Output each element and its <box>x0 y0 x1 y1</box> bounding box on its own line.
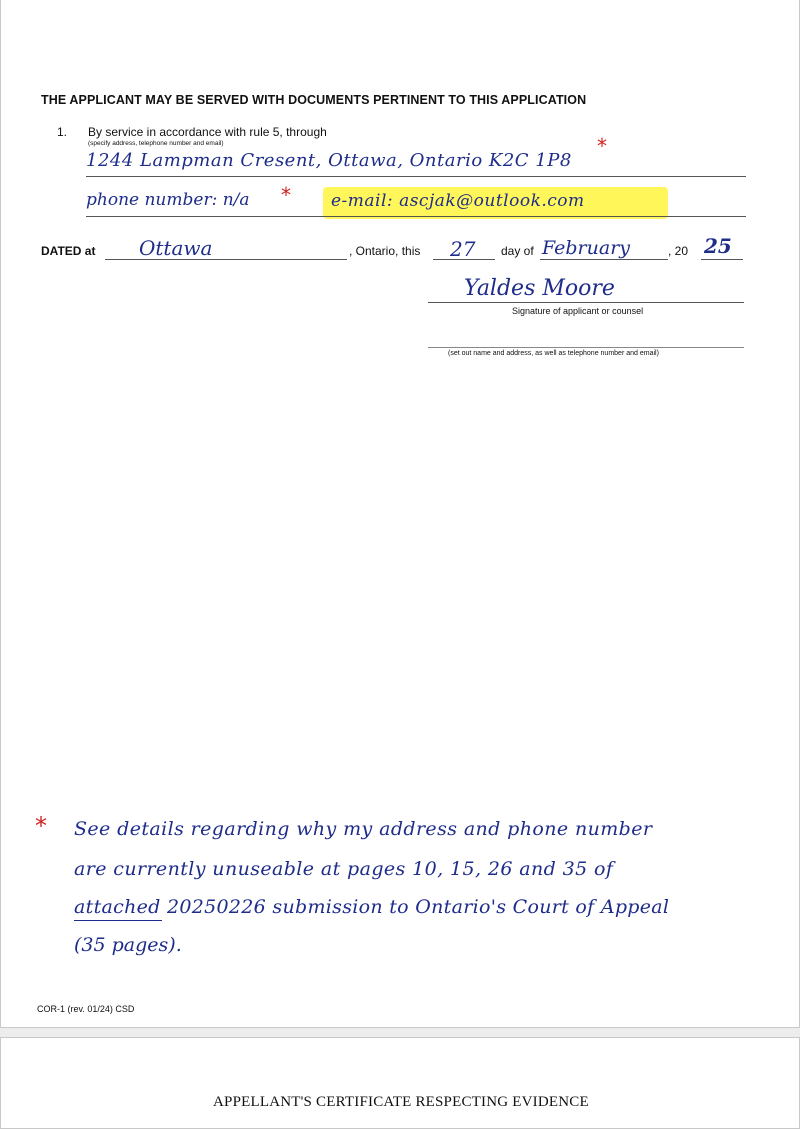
set-out-note: (set out name and address, as well as telephone number and email) <box>448 350 659 357</box>
form-code: COR-1 (rev. 01/24) CSD <box>37 1004 135 1014</box>
ontario-label: , Ontario, this <box>349 244 421 258</box>
service-text: By service in accordance with rule 5, through <box>88 125 327 139</box>
handwritten-year: 25 <box>704 234 732 258</box>
contact-line <box>86 216 746 217</box>
dated-label: DATED at <box>41 244 96 258</box>
handwritten-phone: phone number: n/a <box>86 190 250 210</box>
next-page <box>0 1037 800 1129</box>
day-of-label: day of <box>501 244 534 258</box>
address-line <box>86 176 746 177</box>
year-line <box>701 259 743 260</box>
year-prefix: , 20 <box>668 244 689 258</box>
set-out-line <box>428 347 744 348</box>
section-heading: THE APPLICANT MAY BE SERVED WITH DOCUMENTS PERTINENT TO THIS APPLICATION <box>41 93 587 107</box>
signature-caption: Signature of applicant or counsel <box>512 306 644 316</box>
handwritten-place: Ottawa <box>139 236 213 260</box>
asterisk-icon: * <box>597 134 607 158</box>
note-underline <box>74 920 162 921</box>
asterisk-icon: * <box>35 812 47 840</box>
handwritten-month: February <box>542 237 631 259</box>
note-line: are currently unuseable at pages 10, 15, 26 and 35 of <box>74 858 614 880</box>
next-page-title: APPELLANT'S CERTIFICATE RESPECTING EVIDENCE <box>213 1094 589 1110</box>
handwritten-email: e-mail: ascjak@outlook.com <box>331 191 585 211</box>
signature-line <box>428 302 744 303</box>
note-line: See details regarding why my address and phone number <box>74 818 653 840</box>
handwritten-address: 1244 Lampman Cresent, Ottawa, Ontario K2C 1P8 <box>86 150 572 171</box>
asterisk-icon: * <box>281 183 291 207</box>
note-line: (35 pages). <box>74 934 182 956</box>
note-line: attached 20250226 submission to Ontario's Court of Appeal <box>74 896 670 918</box>
handwritten-day: 27 <box>450 237 476 261</box>
month-line <box>540 259 668 260</box>
item-number: 1. <box>57 125 68 139</box>
signature: Yaldes Moore <box>464 276 615 301</box>
service-note: (specify address, telephone number and email) <box>88 140 224 147</box>
